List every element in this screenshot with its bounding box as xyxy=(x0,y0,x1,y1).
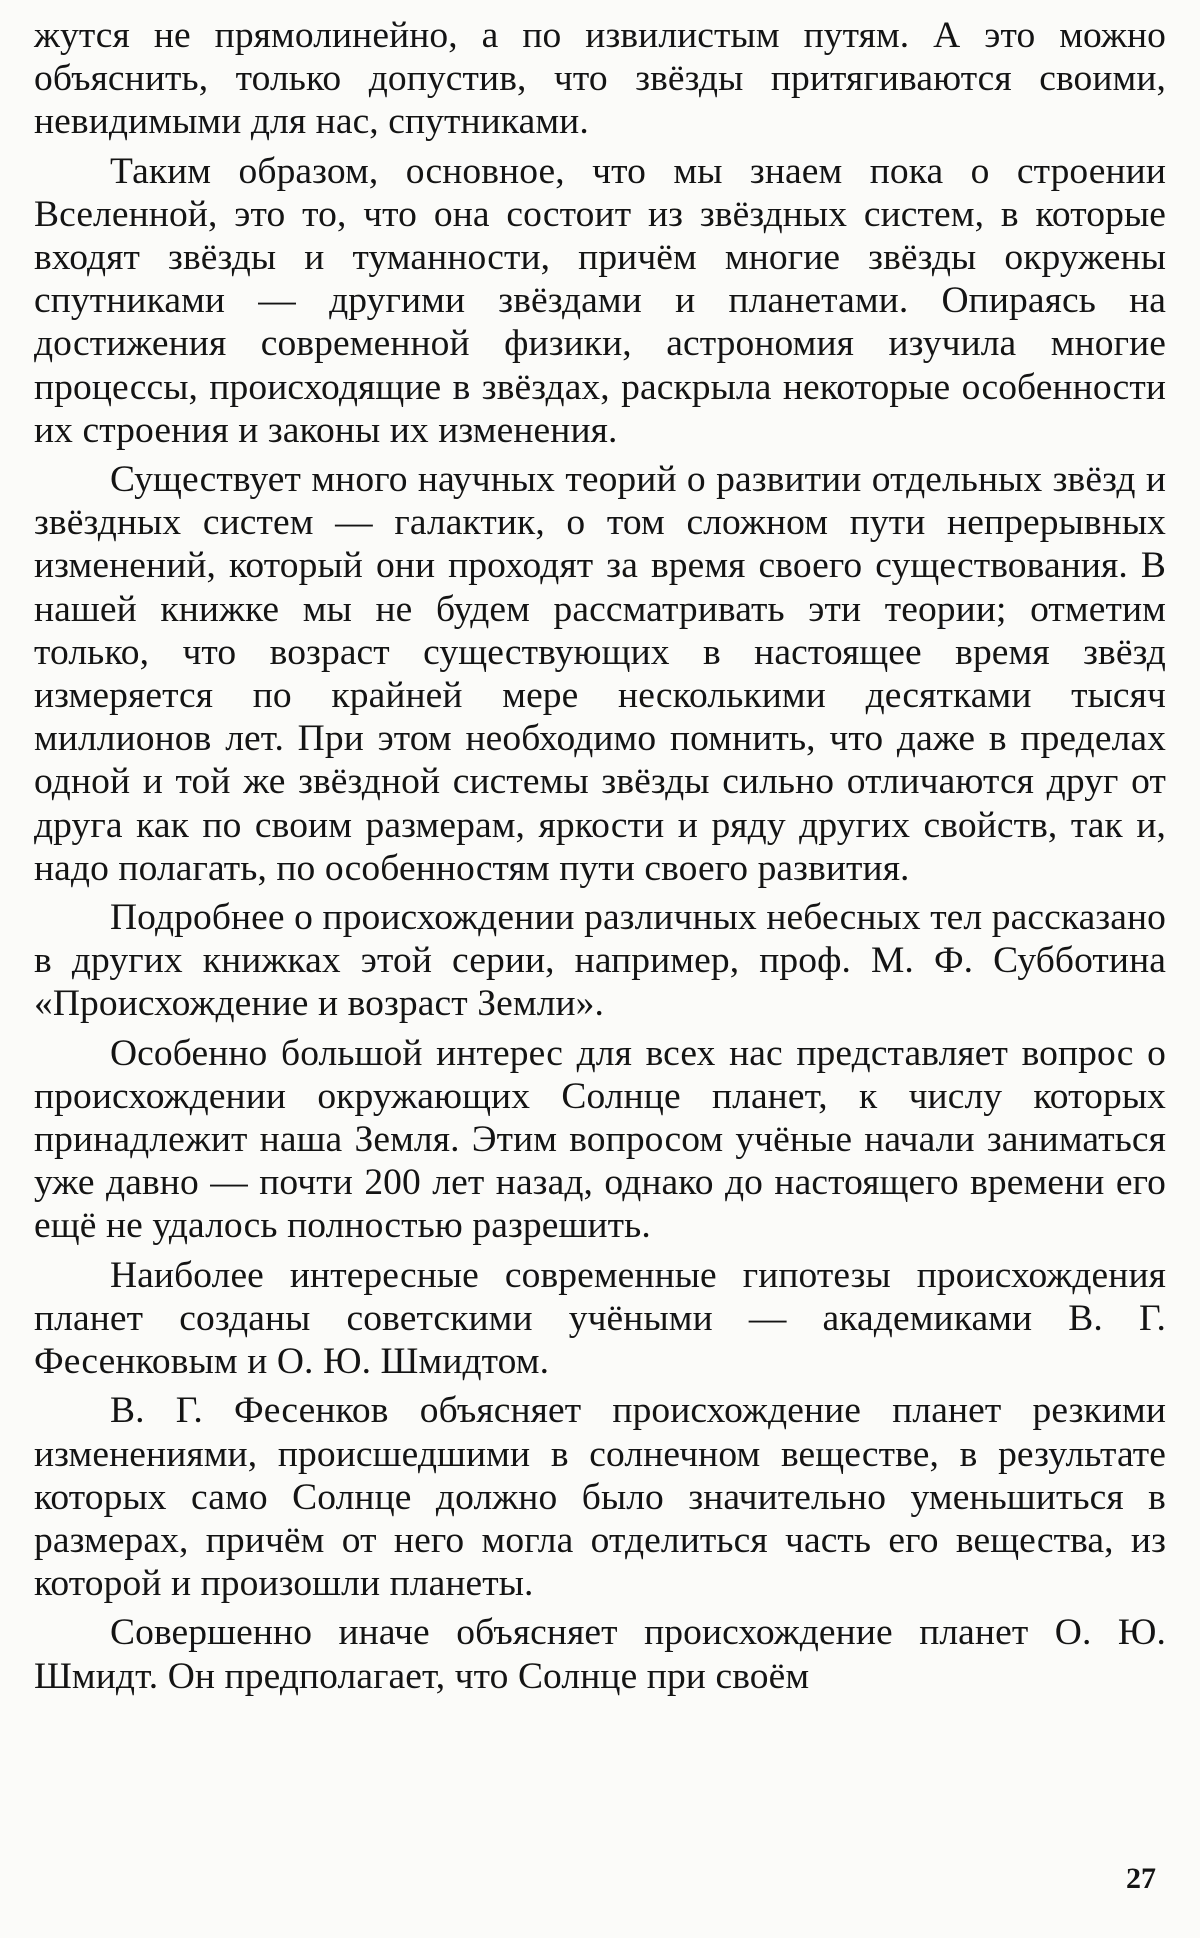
paragraph-4: Подробнее о происхождении различных небесных тел рассказано в других книжках этой серии, например, проф. М. Ф. Субботина «Происхождение и возраст Земли». xyxy=(34,897,1166,1025)
paragraph-1: жутся не прямолинейно, а по извилистым путям. А это можно объяснить, только допустив, что звёзды притягиваются своими, невидимыми для нас, спутниками. xyxy=(34,15,1166,143)
paragraph-7: В. Г. Фесенков объясняет происхождение планет резкими изменениями, происшедшими в солнечном веществе, в результате которых само Солнце должно было значительно уменьшиться в размерах, причём от него могла отделиться часть его вещества, из которой и произошли планеты. xyxy=(34,1390,1166,1605)
paragraph-8: Совершенно иначе объясняет происхождение планет О. Ю. Шмидт. Он предполагает, что Солнце при своём xyxy=(34,1612,1166,1697)
paragraph-6: Наиболее интересные современные гипотезы происхождения планет созданы советскими учёными — академиками В. Г. Фесенковым и О. Ю. Шмидтом. xyxy=(34,1254,1166,1383)
body-text xyxy=(34,14,1166,1704)
paragraph-2: Таким образом, основное, что мы знаем пока о строении Вселенной, это то, что она состоит из звёздных систем, в которые входят звёзды и туманности, причём многие звёзды окружены спутниками — другими звёздами и планетами. Опираясь на достижения современной физики, астрономия изучила многие процессы, происходящие в звёздах, раскрыла некоторые особенности их строения и законы их изменения. xyxy=(34,150,1166,451)
page-number: 27 xyxy=(1126,1862,1156,1895)
paragraph-5: Особенно большой интерес для всех нас представляет вопрос о происхождении окружающих Солнце планет, к числу которых принадлежит наша Земля. Этим вопросом учёные начали заниматься уже давно — почти 200 лет назад, однако до настоящего времени его ещё не удалось полностью разрешить. xyxy=(34,1032,1166,1247)
paragraph-3: Существует много научных теорий о развитии отдельных звёзд и звёздных систем — галактик, о том сложном пути непрерывных изменений, который они проходят за время своего существования. В нашей книжке мы не будем рассматривать эти теории; отметим только, что возраст существующих в настоящее время звёзд измеряется по крайней мере несколькими десятками тысяч миллионов лет. При этом необходимо помнить, что даже в пределах одной и той же звёздной системы звёзды сильно отличаются друг от друга как по своим размерам, яркости и ряду других свойств, так и, надо полагать, по особенностям пути своего развития. xyxy=(34,459,1166,889)
